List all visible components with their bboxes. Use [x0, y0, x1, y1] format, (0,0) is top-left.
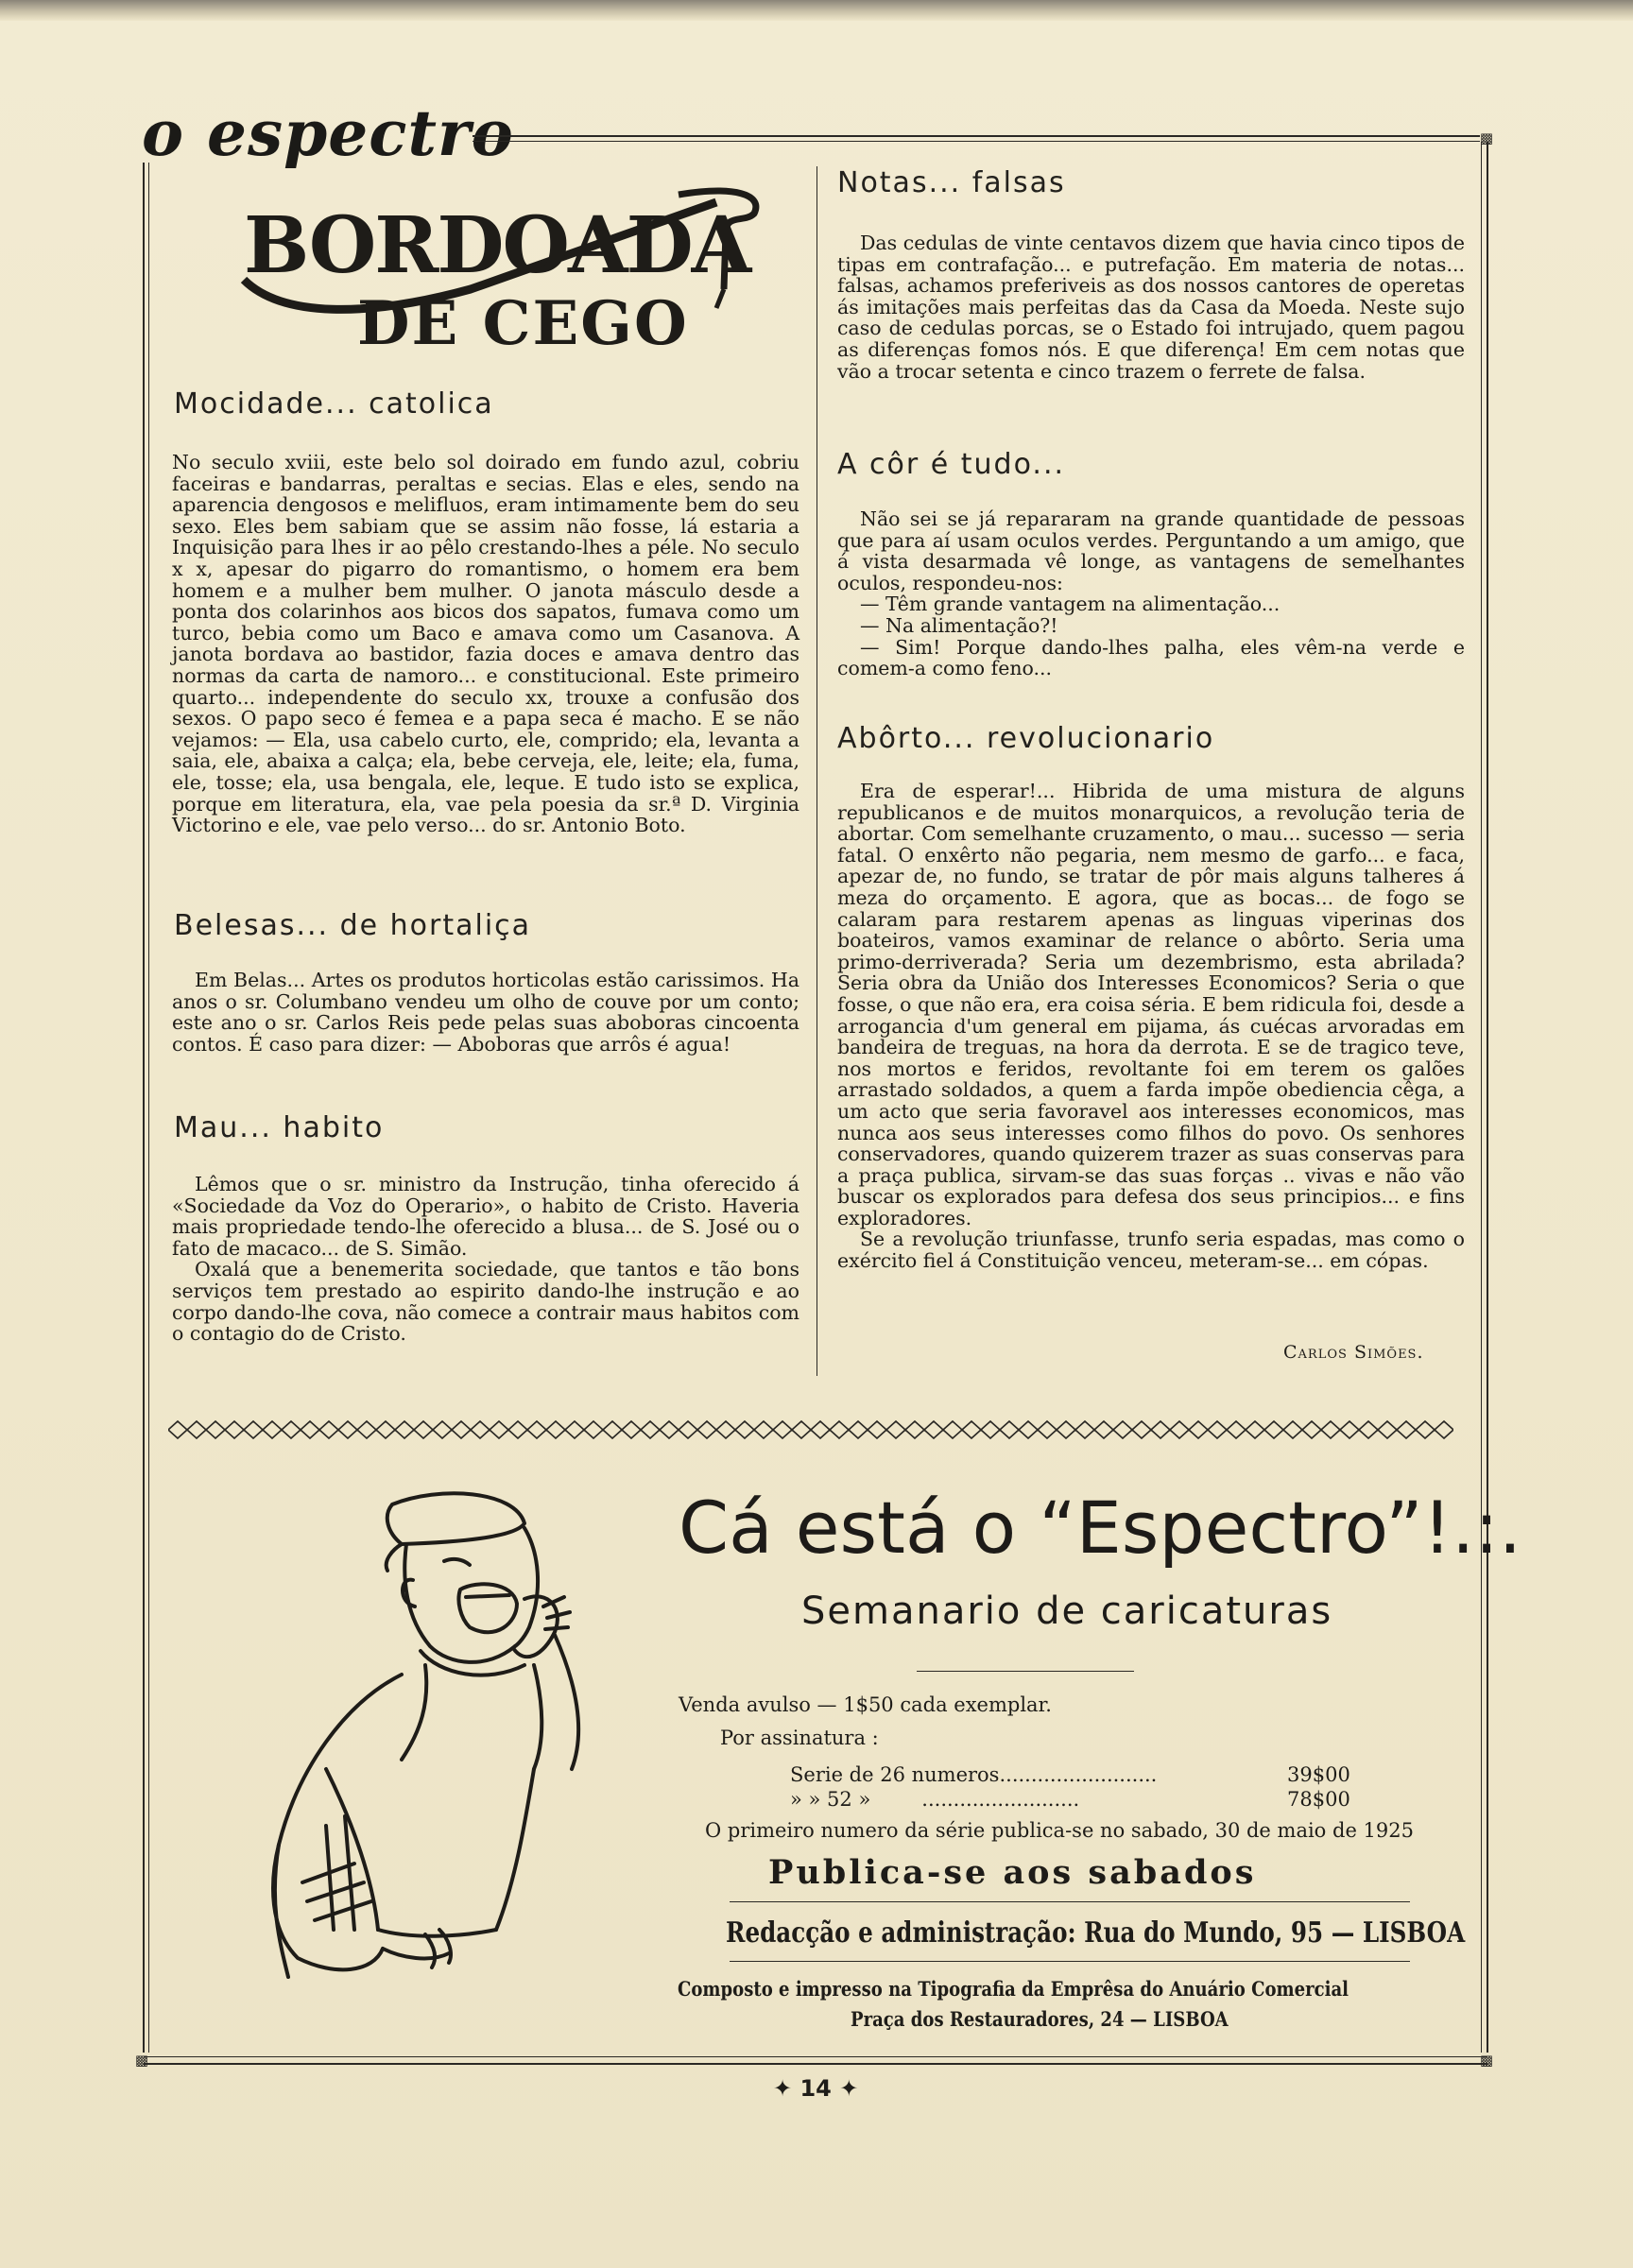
- leader-dots: .........................: [999, 1763, 1158, 1786]
- heading-aborto: Abôrto... revolucionario: [837, 722, 1215, 755]
- serie-52-label: » » 52 »: [790, 1788, 871, 1811]
- advert-serie-52: [790, 1788, 1079, 1811]
- article-belesas: [172, 970, 799, 1055]
- article-mau-habito: [172, 1174, 799, 1345]
- article-mocidade-paragraph: No seculo xviii, este belo sol doirado em fundo azul, cobriu faceiras e bandarras, peraltas e secias. Elas e eles, sendo na aparencia dengosos e melifluos, eram intimamente bem do seu sexo. Eles bem sabiam que se assim não fosse, lá estaria a Inquisição para lhes ir ao pêlo crestando-lhes a péle. No seculo x x, apesar do pigarro do romantismo, o homem era bem homem e a mulher bem mulher. O janota másculo desde a ponta dos colarinhos aos bicos dos sapatos, fumava como um turco, bebia como um Baco e amava como um Casanova. A janota bordava ao bastidor, fazia doces e amava dentro das normas da carta de namoro... e constitucional. Este primeiro quarto... independente do seculo xx, trouxe a confusão dos sexos. O papo seco é femea e a papa seca é macho. E se não vejamos: — Ela, usa cabelo curto, ele, comprido; ela, levanta a saia, ele, abaixa a calça; ela, bebe cerveja, ele, leite; ela, fuma, ele, tosse; ela, usa bengala, ele, leque. E tudo isto se explica, porque em literatura, ela, vae pela poesia da sr.ª D. Virginia Victorino e ele, vae pelo verso... do sr. Antonio Boto.: [172, 451, 799, 837]
- logo-line1: BORDOADA: [244, 200, 750, 291]
- article-mau-habito-paragraph-2: Oxalá que a benemerita sociedade, que tantos e tão bons serviços tem prestado ao espirito dando-lhe instrução e ao corpo dando-lhe cova, não comece a contrair maus habitos com o contagio do de Cristo.: [172, 1258, 799, 1346]
- advert-redaccao: Redacção e administração: Rua do Mundo, 95 — LISBOA: [726, 1916, 1466, 1950]
- frame-corner-bottom-left: ▩: [134, 2052, 149, 2069]
- frame-right-rule: [1487, 142, 1488, 2053]
- frame-bottom-rule-inner: [144, 2056, 1487, 2057]
- frame-left-rule-inner: [148, 163, 149, 2053]
- article-aborto: [837, 781, 1465, 1272]
- advert-rule-1: [730, 1901, 1410, 1902]
- serie-26-label: Serie de 26 numeros: [790, 1763, 1000, 1786]
- ornamental-divider: [168, 1418, 1453, 1442]
- advert-title: Cá está o “Espectro”!.:.: [679, 1486, 1522, 1570]
- page-number: ✦ 14 ✦: [773, 2075, 859, 2102]
- advert-subtitle-underline: [917, 1671, 1134, 1672]
- advert-subtitle: Semanario de caricaturas: [801, 1589, 1333, 1633]
- article-a-cor-e-tudo: [837, 508, 1465, 679]
- heading-notas-falsas: Notas... falsas: [837, 166, 1066, 199]
- article-belesas-paragraph: Em Belas... Artes os produtos horticolas estão carissimos. Ha anos o sr. Columbano vendeu um olho de couve por um conto; este ano o sr. Carlos Reis pede pelas suas aboboras cincoenta contos. É caso para dizer: — Aboboras que arrôs é agua!: [172, 969, 799, 1056]
- article-aborto-paragraph-2: Se a revolução triunfasse, trunfo seria espadas, mas como o exército fiel á Constituição venceu, meteram-se... em cópas.: [837, 1228, 1465, 1273]
- serie-52-price: 78$00: [1287, 1788, 1350, 1811]
- advert-rule-2: [730, 1961, 1410, 1962]
- advert-publica: Publica-se aos sabados: [768, 1853, 1257, 1892]
- signature: Carlos Simões.: [1283, 1342, 1424, 1363]
- column-divider: [816, 166, 817, 1376]
- frame-right-rule-inner: [1481, 142, 1482, 2053]
- article-a-cor-paragraph-2: — Têm grande vantagem na alimentação...: [860, 593, 1281, 616]
- frame-corner-top-right: ▩: [1479, 129, 1494, 146]
- leader-dots: .........................: [921, 1788, 1080, 1811]
- page-top-edge: [0, 0, 1633, 21]
- advert-venda: Venda avulso — 1$50 cada exemplar.: [679, 1693, 1052, 1716]
- heading-a-cor-e-tudo: A côr é tudo...: [837, 448, 1066, 481]
- heading-mocidade: Mocidade... catolica: [174, 387, 494, 421]
- bordoada-de-cego-logo: [225, 176, 773, 355]
- advert-serie-26: [790, 1763, 1157, 1786]
- article-mocidade: [172, 452, 799, 836]
- frame-bottom-rule: [144, 2063, 1487, 2065]
- advert-primeiro-numero: O primeiro numero da série publica-se no sabado, 30 de maio de 1925: [705, 1819, 1414, 1842]
- masthead-title: o espectro: [142, 96, 514, 170]
- article-a-cor-paragraph-4: — Sim! Porque dando-lhes palha, eles vêm-na verde e comem-a como feno...: [837, 635, 1465, 680]
- advert-assinatura-label: Por assinatura :: [720, 1727, 879, 1749]
- shouting-man-illustration: [213, 1486, 657, 2034]
- article-a-cor-paragraph-1: Não sei se já repararam na grande quantidade de pessoas que para aí usam oculos verdes. Perguntando a um amigo, que á vista desarmada vê longe, as vantagens de semelhantes oculos, respondeu-nos:: [837, 507, 1465, 594]
- heading-mau-habito: Mau... habito: [174, 1111, 385, 1144]
- advert-composto-line1: Composto e impresso na Tipografia da Emprêsa do Anuário Comercial: [678, 1977, 1349, 2001]
- heading-belesas: Belesas... de hortaliça: [174, 909, 532, 942]
- advert-composto-line2: Praça dos Restauradores, 24 — LISBOA: [851, 2007, 1229, 2031]
- article-a-cor-paragraph-3: — Na alimentação?!: [860, 613, 1058, 637]
- frame-corner-bottom-right: ▩: [1479, 2052, 1494, 2069]
- frame-top-rule: [473, 135, 1480, 137]
- article-aborto-paragraph-1: Era de esperar!... Hibrida de uma mistura de alguns republicanos e de muitos monarquicos, a revolução teria de abortar. Com semelhante cruzamento, o mau... sucesso — seria fatal. O enxêrto não pegaria, nem mesmo de garfo... e faca, apezar de, no fundo, se tratar de pôr mais alguns talheres á meza do orçamento. E agora, que as bocas... de fogo se calaram para restarem apenas as linguas viperinas dos boateiros, vamos examinar de relance o abôrto. Seria uma primo-derriverada? Seria um dezembrismo, esta abrilada? Seria obra da União dos Interesses Economicos? Seria o que fosse, o que não era, era coisa séria. E bem ridicula foi, desde a arrogancia d'um general em pijama, ás cuécas arvoradas em bandeira de treguas, na hora da derrota. E se de tragico teve, nos mortos e feridos, revoltante foi em terem os galões arrastado soldados, a quem a farda impõe obediencia cêga, a um acto que seria favoravel aos interesses economicos, mas nunca aos seus interesses como filhos do povo. Os senhores conservadores, quando quizerem trazer as suas conservas para a praça publica, sirvam-se das suas forças .. vivas e não vão buscar os explorados para defesa dos seus principios... e fins exploradores.: [837, 780, 1465, 1229]
- logo-line2: DE CEGO: [357, 288, 689, 355]
- article-notas-falsas-paragraph: Das cedulas de vinte centavos dizem que havia cinco tipos de tipas em contrafação... e putrefação. Em materia de notas... falsas, achamos preferiveis as dos nossos cantores de operetas ás imitações mais perfeitas das da Casa da Moeda. Neste sujo caso de cedulas porcas, se o Estado foi intrujado, quem pagou as diferenças fomos nós. E que diferença! Em cem notas que vão a trocar setenta e cinco trazem o ferrete de falsa.: [837, 232, 1465, 383]
- frame-left-rule: [143, 163, 145, 2053]
- frame-top-rule-inner: [473, 141, 1480, 142]
- article-notas-falsas: [837, 232, 1465, 382]
- article-mau-habito-paragraph-1: Lêmos que o sr. ministro da Instrução, tinha oferecido á «Sociedade da Voz do Operario», o habito de Cristo. Haveria mais propriedade tendo-lhe oferecido a blusa... de S. José ou o fato de macaco... de S. Simão.: [172, 1173, 799, 1260]
- serie-26-price: 39$00: [1287, 1763, 1350, 1786]
